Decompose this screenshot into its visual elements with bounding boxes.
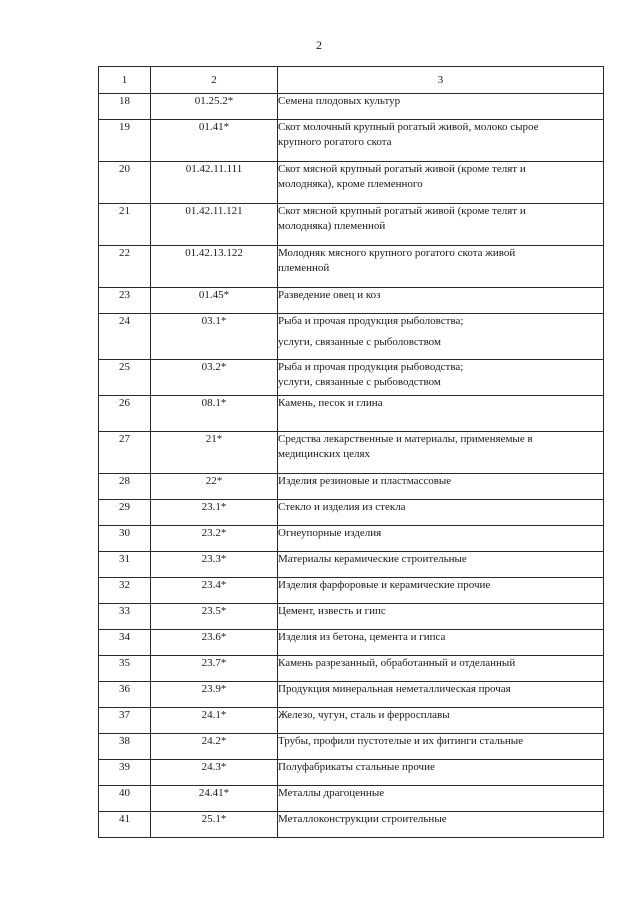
okpd-code: 01.25.2* — [151, 94, 278, 120]
description-line: Камень, песок и глина — [278, 397, 383, 409]
product-description — [278, 734, 604, 760]
table-header — [99, 67, 604, 94]
row-number: 41 — [99, 812, 151, 838]
table-row — [99, 552, 604, 578]
table-row — [99, 360, 604, 396]
description-line: крупного рогатого скота — [278, 136, 392, 148]
row-number: 40 — [99, 786, 151, 812]
description-line: молодняка) племенной — [278, 220, 386, 232]
product-description — [278, 578, 604, 604]
row-number: 19 — [99, 120, 151, 162]
table-row — [99, 786, 604, 812]
row-number: 32 — [99, 578, 151, 604]
product-description — [278, 708, 604, 734]
description-line: молодняка), кроме племенного — [278, 178, 423, 190]
table-row — [99, 288, 604, 314]
row-number: 28 — [99, 474, 151, 500]
description-line: племенной — [278, 262, 330, 274]
description-line: Скот мясной крупный рогатый живой (кроме телят и — [278, 205, 526, 217]
okpd-code: 23.5* — [151, 604, 278, 630]
product-description — [278, 396, 604, 432]
row-number: 34 — [99, 630, 151, 656]
product-description — [278, 204, 604, 246]
okpd-code: 01.42.11.111 — [151, 162, 278, 204]
table-row — [99, 682, 604, 708]
row-number: 29 — [99, 500, 151, 526]
description-line: Трубы, профили пустотелые и их фитинги стальные — [278, 735, 523, 747]
description-line: Рыба и прочая продукция рыбоводства; — [278, 361, 464, 373]
product-description — [278, 812, 604, 838]
row-number: 37 — [99, 708, 151, 734]
product-description — [278, 500, 604, 526]
table-row — [99, 656, 604, 682]
okpd-code: 01.42.13.122 — [151, 246, 278, 288]
table-row — [99, 708, 604, 734]
description-line: Камень разрезанный, обработанный и отделанный — [278, 657, 516, 669]
product-description — [278, 314, 604, 360]
header-col-3: 3 — [278, 67, 604, 94]
product-description — [278, 682, 604, 708]
okpd-code: 03.2* — [151, 360, 278, 396]
product-description — [278, 526, 604, 552]
row-number: 20 — [99, 162, 151, 204]
row-number: 27 — [99, 432, 151, 474]
row-number: 22 — [99, 246, 151, 288]
table-row — [99, 812, 604, 838]
table-row — [99, 314, 604, 360]
description-line: Продукция минеральная неметаллическая прочая — [278, 683, 511, 695]
description-line: Железо, чугун, сталь и ферросплавы — [278, 709, 450, 721]
description-line: услуги, связанные с рыболовством — [278, 336, 441, 348]
description-line: Стекло и изделия из стекла — [278, 501, 406, 513]
table-row — [99, 396, 604, 432]
product-description — [278, 120, 604, 162]
row-number: 21 — [99, 204, 151, 246]
description-line: Изделия из бетона, цемента и гипса — [278, 631, 446, 643]
description-line: Металлоконструкции строительные — [278, 813, 447, 825]
table-row — [99, 162, 604, 204]
okpd-code: 23.7* — [151, 656, 278, 682]
okpd-code: 22* — [151, 474, 278, 500]
table-row — [99, 246, 604, 288]
row-number: 36 — [99, 682, 151, 708]
description-line: Средства лекарственные и материалы, применяемые в — [278, 433, 533, 445]
table-row — [99, 526, 604, 552]
row-number: 33 — [99, 604, 151, 630]
product-description — [278, 760, 604, 786]
table-row — [99, 432, 604, 474]
description-line: Изделия фарфоровые и керамические прочие — [278, 579, 491, 591]
product-description — [278, 786, 604, 812]
product-description — [278, 288, 604, 314]
okpd-code: 01.42.11.121 — [151, 204, 278, 246]
product-description — [278, 474, 604, 500]
okpd-code: 01.41* — [151, 120, 278, 162]
description-line: услуги, связанные с рыбоводством — [278, 376, 441, 388]
product-description — [278, 94, 604, 120]
row-number: 18 — [99, 94, 151, 120]
row-number: 26 — [99, 396, 151, 432]
okpd-code: 23.4* — [151, 578, 278, 604]
product-description — [278, 630, 604, 656]
product-description — [278, 162, 604, 204]
table-row — [99, 578, 604, 604]
row-number: 23 — [99, 288, 151, 314]
description-line: Огнеупорные изделия — [278, 527, 382, 539]
header-row — [99, 67, 604, 94]
okpd-code: 08.1* — [151, 396, 278, 432]
row-number: 30 — [99, 526, 151, 552]
description-line: Металлы драгоценные — [278, 787, 385, 799]
table-row — [99, 204, 604, 246]
product-table — [98, 66, 604, 838]
row-number: 25 — [99, 360, 151, 396]
description-line: Изделия резиновые и пластмассовые — [278, 475, 452, 487]
okpd-code: 25.1* — [151, 812, 278, 838]
okpd-code: 23.2* — [151, 526, 278, 552]
table-row — [99, 630, 604, 656]
okpd-code: 24.2* — [151, 734, 278, 760]
row-number: 39 — [99, 760, 151, 786]
table-row — [99, 604, 604, 630]
product-description — [278, 246, 604, 288]
okpd-code: 24.41* — [151, 786, 278, 812]
table-row — [99, 94, 604, 120]
product-description — [278, 432, 604, 474]
description-line: медицинских целях — [278, 448, 371, 460]
description-line: Цемент, известь и гипс — [278, 605, 386, 617]
okpd-code: 23.6* — [151, 630, 278, 656]
description-line: Семена плодовых культур — [278, 95, 401, 107]
description-line: Рыба и прочая продукция рыболовства; — [278, 315, 464, 327]
description-line: Разведение овец и коз — [278, 289, 381, 301]
table-row — [99, 500, 604, 526]
okpd-code: 23.9* — [151, 682, 278, 708]
page-number: 2 — [316, 38, 322, 52]
okpd-code: 01.45* — [151, 288, 278, 314]
okpd-code: 23.3* — [151, 552, 278, 578]
row-number: 38 — [99, 734, 151, 760]
okpd-code: 24.1* — [151, 708, 278, 734]
table-row — [99, 734, 604, 760]
product-description — [278, 604, 604, 630]
table-row — [99, 760, 604, 786]
okpd-code: 03.1* — [151, 314, 278, 360]
description-line: Молодняк мясного крупного рогатого скота живой — [278, 247, 516, 259]
row-number: 24 — [99, 314, 151, 360]
header-col-2: 2 — [151, 67, 278, 94]
description-line: Материалы керамические строительные — [278, 553, 467, 565]
description-line: Скот молочный крупный рогатый живой, молоко сырое — [278, 121, 539, 133]
okpd-code: 23.1* — [151, 500, 278, 526]
okpd-code: 24.3* — [151, 760, 278, 786]
table-row — [99, 474, 604, 500]
product-description — [278, 552, 604, 578]
table-body — [99, 94, 604, 838]
table-row — [99, 120, 604, 162]
row-number: 35 — [99, 656, 151, 682]
product-description — [278, 360, 604, 396]
product-description — [278, 656, 604, 682]
description-line: Полуфабрикаты стальные прочие — [278, 761, 435, 773]
header-col-1: 1 — [99, 67, 151, 94]
okpd-code: 21* — [151, 432, 278, 474]
row-number: 31 — [99, 552, 151, 578]
description-line: Скот мясной крупный рогатый живой (кроме телят и — [278, 163, 526, 175]
